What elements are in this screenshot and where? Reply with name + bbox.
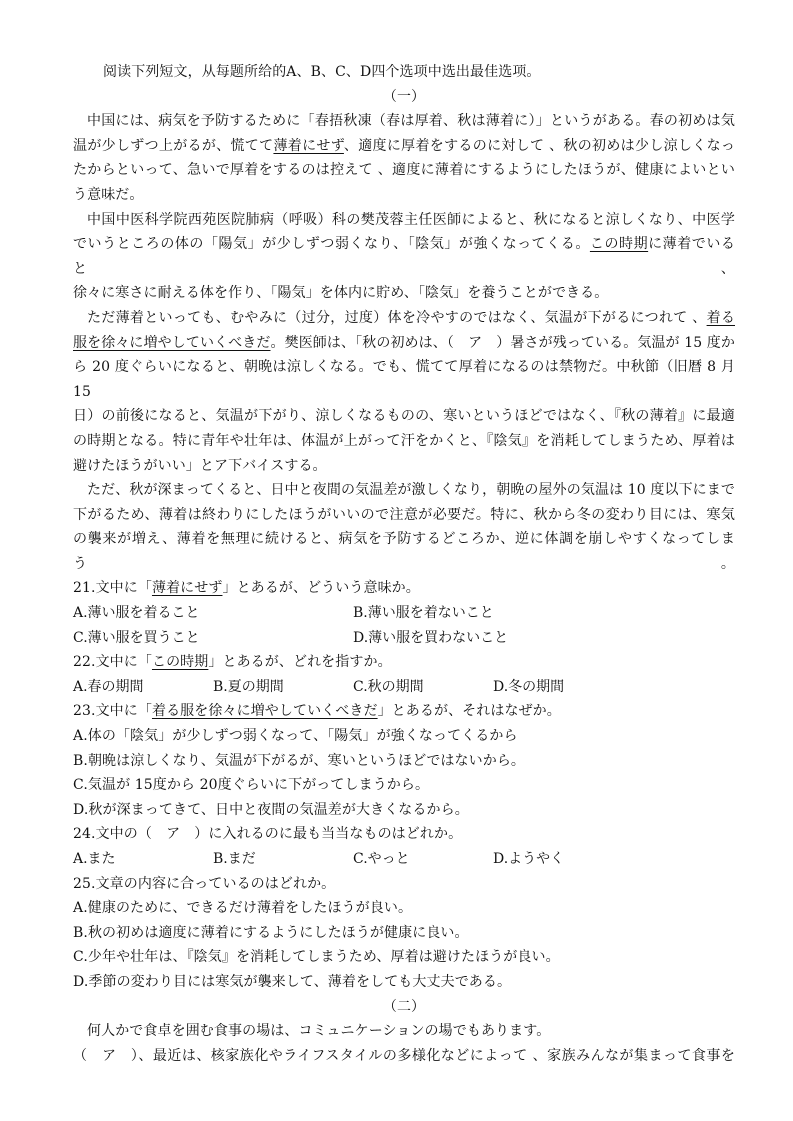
passage-line — [73, 306, 735, 331]
text-run: に薄着でいると、 — [73, 236, 735, 277]
question-23 — [73, 699, 735, 822]
passage-paragraph-4 — [73, 478, 735, 576]
text-run: 」とあるが、どういう意味か。 — [222, 580, 420, 597]
option-a: A.また — [73, 851, 116, 867]
option-c: C.やっと — [353, 851, 410, 867]
passage-line: 避けたほうがいい」とア下バイスする。 — [73, 457, 327, 474]
passage-paragraph-2 — [73, 208, 735, 306]
passage-line — [73, 232, 735, 281]
question-24 — [73, 822, 735, 871]
question-21 — [73, 576, 735, 650]
question-25 — [73, 872, 735, 995]
text-run: 21.文中に「 — [73, 580, 152, 597]
instruction-text: 阅读下列短文，从每题所给的A、B、C、D四个选项中选出最佳选项。 — [103, 64, 541, 80]
underlined-phrase: この時期 — [151, 654, 209, 671]
underlined-phrase: 薄着にせず — [273, 137, 344, 154]
passage-line: の襲来が増え、薄着を無理に続けると、病気を予防するどころか、逆に体調を崩しやすくなってしまう。 — [73, 531, 735, 572]
option-b: B.まだ — [213, 851, 256, 867]
option-b: B.夏の期間 — [213, 678, 284, 695]
underlined-phrase: 薄着にせず — [151, 580, 223, 597]
passage-line: 中国中医科学院西苑医院肺病（呼吸）科の樊茂蓉主任医師によると、秋になると涼しくなり、中医学 — [87, 211, 735, 228]
passage-line: 何人かで食卓を囲む食事の場は、コミュニケーションの場でもあります。 — [87, 1023, 551, 1040]
question-stem — [73, 576, 735, 601]
question-22 — [73, 650, 735, 699]
text-run: ただ薄着といっても、むやみに（过分，过度）体を冷やすのではなく、気温が下がるにつれて 、 — [87, 309, 707, 326]
text-run: 。樊医師は、「秋の初めは、（ ア ）暑さが残っている。気温が 15 度か — [270, 334, 735, 351]
section-heading-2: （二） — [382, 998, 426, 1015]
option-c: C.少年や壮年は、『陰気』を消耗してしまうため、厚着は避けたほうが良い。 — [73, 949, 560, 966]
underlined-phrase: この時期 — [589, 236, 649, 253]
question-stem: 25.文章の内容に合っているのはどれか。 — [73, 875, 336, 892]
question-stem — [73, 650, 735, 675]
question-stem: 24.文中の（ ア ）に入れるのに最も当当なものはどれか。 — [73, 826, 463, 843]
text-run: 、適度に厚着をするのに対して 、秋の初めは少し涼しくなっ — [343, 137, 735, 154]
text-run: 22.文中に「 — [73, 654, 152, 671]
text-run: でいうところの体の「陽気」が少しずつ弱くなり、「陰気」が強くなってくる。 — [73, 236, 590, 253]
passage-line: う意味だ。 — [73, 186, 144, 203]
question-stem — [73, 699, 735, 724]
exam-page — [73, 60, 735, 1068]
text-run: 」とあるが、それはなぜか。 — [377, 703, 561, 720]
option-a: A.薄い服を着ること — [73, 605, 200, 622]
passage-paragraph-3 — [73, 306, 735, 478]
text-run: 23.文中に「 — [73, 703, 152, 720]
passage-line: 徐々に寒さに耐える体を作り、「陽気」を体内に貯め、「陰気」を養うことができる。 — [73, 285, 609, 302]
option-d: D.薄い服を買わないこと — [353, 629, 509, 646]
passage-line — [73, 134, 735, 159]
text-run: 温が少しずつ上がるが、慌てて — [73, 137, 274, 154]
passage-line: の時期となる。特に青年や壮年は、体温が上がって汗をかくと、『陰気』を消耗してしまうため、厚着は — [73, 432, 735, 449]
passage-line: 日）の前後になると、気温が下がり、涼しくなるものの、寒いというほどではなく、『秋の薄着』に最適 — [73, 408, 735, 425]
passage-line: 下がるため、薄着は終わりにしたほうがいいので注意が必要だ。特に、秋から冬の変わり目には、寒気 — [73, 506, 735, 523]
option-d: D.ようやく — [493, 851, 565, 867]
option-a: A.健康のために、できるだけ薄着をしたほうが良い。 — [73, 900, 413, 917]
option-d: D.冬の期間 — [493, 678, 565, 695]
passage-line: ら 20 度ぐらいになると、朝晩は涼しくなる。でも、慌てて厚着になるのは禁物だ。中秋節（旧暦 8 月 15 — [73, 359, 735, 400]
passage-line: （ ア ）、最近は、核家族化やライフスタイルの多様化などによって 、家族みんなが集まって食事を — [73, 1047, 735, 1064]
underlined-phrase: 着る — [706, 309, 735, 326]
underlined-phrase: 服を徐々に増やしていくべきだ — [73, 334, 271, 351]
option-b: B.朝晩は涼しくなり、気温が下がるが、寒いというほどではないから。 — [73, 752, 526, 769]
option-d: D.季節の変わり目には寒気が襲来して、薄着をしても大丈夫である。 — [73, 973, 512, 990]
option-b: B.秋の初めは適度に薄着にするようにしたほうが健康に良い。 — [73, 924, 469, 941]
underlined-phrase: 着る服を徐々に増やしていくべきだ — [151, 703, 378, 720]
option-b: B.薄い服を着ないこと — [353, 605, 494, 622]
option-d: D.秋が深まってきて、日中と夜間の気温差が大きくなるから。 — [73, 801, 469, 818]
text-run: 」とあるが、どれを指すか。 — [208, 654, 392, 671]
option-a: A.体の「陰気」が少しずつ弱くなって、「陽気」が強くなってくるから — [73, 728, 518, 745]
passage-line: ただ、秋が深まってくると、日中と夜間の気温差が激しくなり，朝晩の屋外の気温は 10 度以下にまで — [87, 482, 735, 499]
option-a: A.春の期間 — [73, 678, 144, 695]
passage-line: 中国には、病気を予防するために「春捂秋凍（春は厚着、秋は薄着に）」というがある。春の初めは気 — [87, 113, 735, 130]
option-c: C.薄い服を買うこと — [73, 629, 200, 646]
passage-line: たからといって、急いで厚着をするのは控えて 、適度に薄着にするようにしたほうが、健康によいとい — [73, 162, 735, 179]
option-c: C.気温が 15度から 20度ぐらいに下がってしまうから。 — [73, 777, 430, 794]
passage-paragraph-1 — [73, 109, 735, 207]
option-c: C.秋の期間 — [353, 678, 424, 695]
passage-line — [73, 331, 735, 356]
section-heading-1: （一） — [382, 88, 426, 105]
